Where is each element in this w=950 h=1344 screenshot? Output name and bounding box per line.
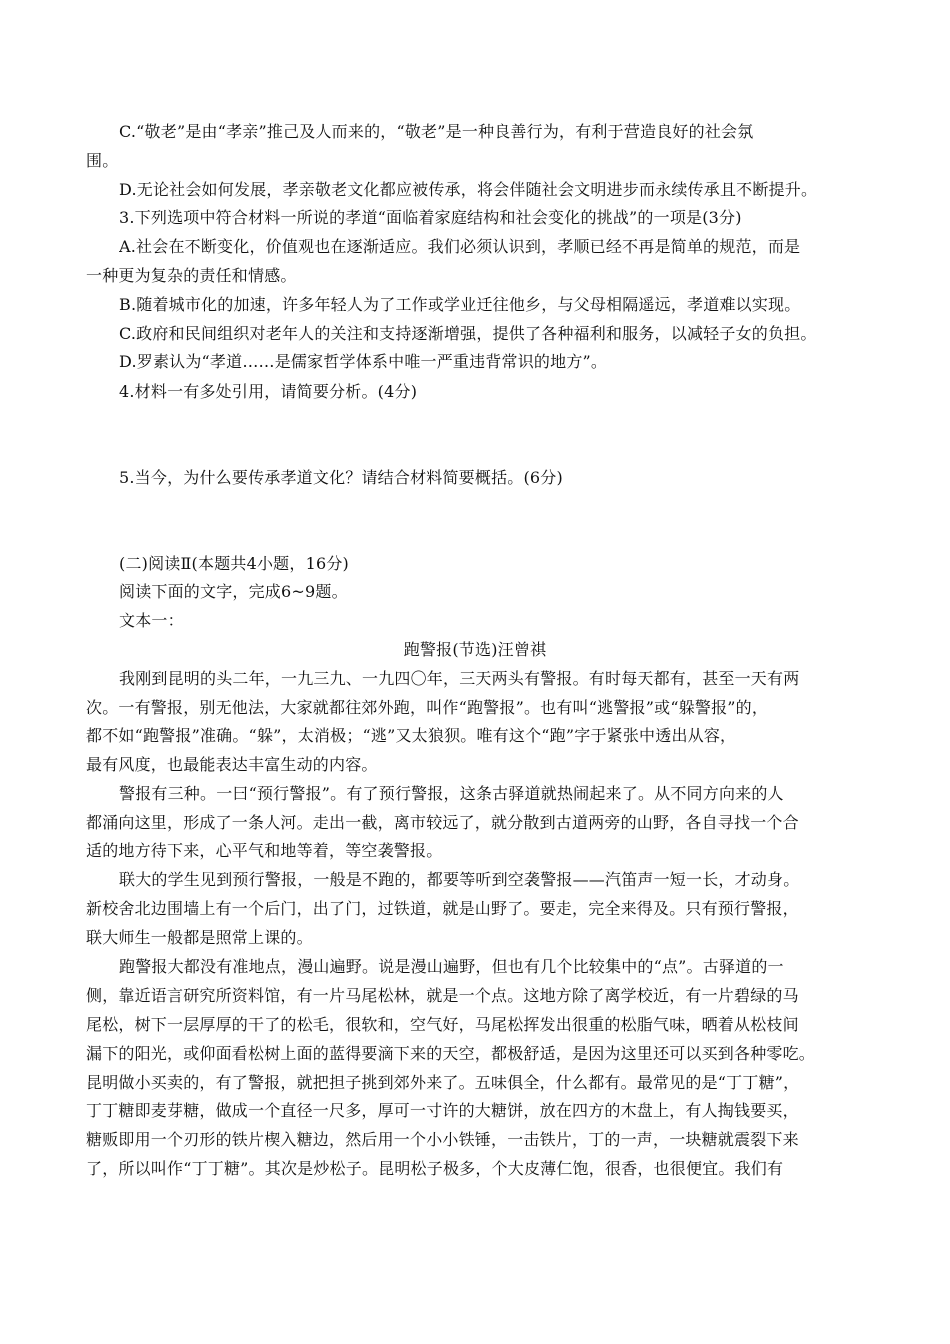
q5-stem: 5.当今，为什么要传承孝道文化？请结合材料简要概括。(6分) bbox=[119, 468, 563, 487]
q4-stem: 4.材料一有多处引用，请简要分析。(4分) bbox=[119, 382, 418, 401]
q3-stem: 3.下列选项中符合材料一所说的孝道“面临着家庭结构和社会变化的挑战”的一项是(3分) bbox=[119, 208, 742, 227]
q3-option-d: D.罗素认为“孝道……是儒家哲学体系中唯一严重违背常识的地方”。 bbox=[119, 352, 608, 371]
q3-option-c: C.政府和民间组织对老年人的关注和支持逐渐增强，提供了各种福利和服务，以减轻子女的负担。 bbox=[119, 324, 817, 343]
passage-line: 最有风度，也最能表达丰富生动的内容。 bbox=[86, 755, 378, 774]
passage-line: 都涌向这里，形成了一条人河。走出一截，离市较远了，就分散到古道两旁的山野，各自寻找一个合 bbox=[86, 813, 799, 832]
passage-line: 跑警报大都没有准地点，漫山遍野。说是漫山遍野，但也有几个比较集中的“点”。古驿道的一 bbox=[119, 957, 784, 976]
q2-option-c-line1: C.“敬老”是由“孝亲”推己及人而来的，“敬老”是一种良善行为，有利于营造良好的社会氛 bbox=[119, 122, 754, 141]
passage-line: 联大的学生见到预行警报，一般是不跑的，都要等听到空袭警报——汽笛声一短一长，才动身。 bbox=[119, 870, 800, 889]
passage-line: 新校舍北边围墙上有一个后门，出了门，过铁道，就是山野了。要走，完全来得及。只有预行警报， bbox=[86, 899, 799, 918]
passage-title: 跑警报(节选)汪曾祺 bbox=[403, 640, 547, 659]
q3-option-a-line2: 一种更为复杂的责任和情感。 bbox=[86, 266, 297, 285]
passage-line: 糖贩即用一个刃形的铁片楔入糖边，然后用一个小小铁锤，一击铁片，丁的一声，一块糖就震裂下来 bbox=[86, 1130, 799, 1149]
passage-line: 侧，靠近语言研究所资料馆，有一片马尾松林，就是一个点。这地方除了离学校近，有一片碧绿的马 bbox=[86, 986, 799, 1005]
passage-line: 适的地方待下来，心平气和地等着，等空袭警报。 bbox=[86, 841, 443, 860]
text-label: 文本一： bbox=[119, 611, 184, 630]
section-heading: (二)阅读Ⅱ(本题共4小题，16分) bbox=[119, 554, 349, 573]
q2-option-c-line2: 围。 bbox=[86, 151, 119, 170]
section-instruction: 阅读下面的文字，完成6~9题。 bbox=[119, 582, 348, 601]
passage-line: 次。一有警报，别无他法，大家就都往郊外跑，叫作“跑警报”。也有叫“逃警报”或“躲警报”的， bbox=[86, 698, 769, 717]
passage-line: 尾松，树下一层厚厚的干了的松毛，很软和，空气好，马尾松挥发出很重的松脂气味，晒着从松枝间 bbox=[86, 1015, 799, 1034]
passage-line: 警报有三种。一曰“预行警报”。有了预行警报，这条古驿道就热闹起来了。从不同方向来的人 bbox=[119, 784, 784, 803]
q3-option-a-line1: A.社会在不断变化，价值观也在逐渐适应。我们必须认识到，孝顺已经不再是简单的规范，而是 bbox=[119, 237, 801, 256]
q2-option-d: D.无论社会如何发展，孝亲敬老文化都应被传承，将会伴随社会文明进步而永续传承且不断提升。 bbox=[119, 180, 818, 199]
passage-line: 我刚到昆明的头二年，一九三九、一九四〇年，三天两头有警报。有时每天都有，甚至一天有两 bbox=[119, 669, 800, 688]
passage-line: 昆明做小买卖的，有了警报，就把担子挑到郊外来了。五味俱全，什么都有。最常见的是“丁丁糖”， bbox=[86, 1073, 800, 1092]
passage-line: 丁丁糖即麦芽糖，做成一个直径一尺多，厚可一寸许的大糖饼，放在四方的木盘上，有人掏钱要买， bbox=[86, 1101, 799, 1120]
q3-option-b: B.随着城市化的加速，许多年轻人为了工作或学业迁往他乡，与父母相隔遥远，孝道难以实现。 bbox=[119, 295, 801, 314]
passage-line: 了，所以叫作“丁丁糖”。其次是炒松子。昆明松子极多，个大皮薄仁饱，很香，也很便宜。我们有 bbox=[86, 1159, 784, 1178]
passage-line: 都不如“跑警报”准确。“躲”，太消极；“逃”又太狼狈。唯有这个“跑”字于紧张中透出从容， bbox=[86, 726, 737, 745]
passage-line: 联大师生一般都是照常上课的。 bbox=[86, 928, 313, 947]
passage-line: 漏下的阳光，或仰面看松树上面的蓝得要滴下来的天空，都极舒适，是因为这里还可以买到各种零吃。 bbox=[86, 1044, 816, 1063]
